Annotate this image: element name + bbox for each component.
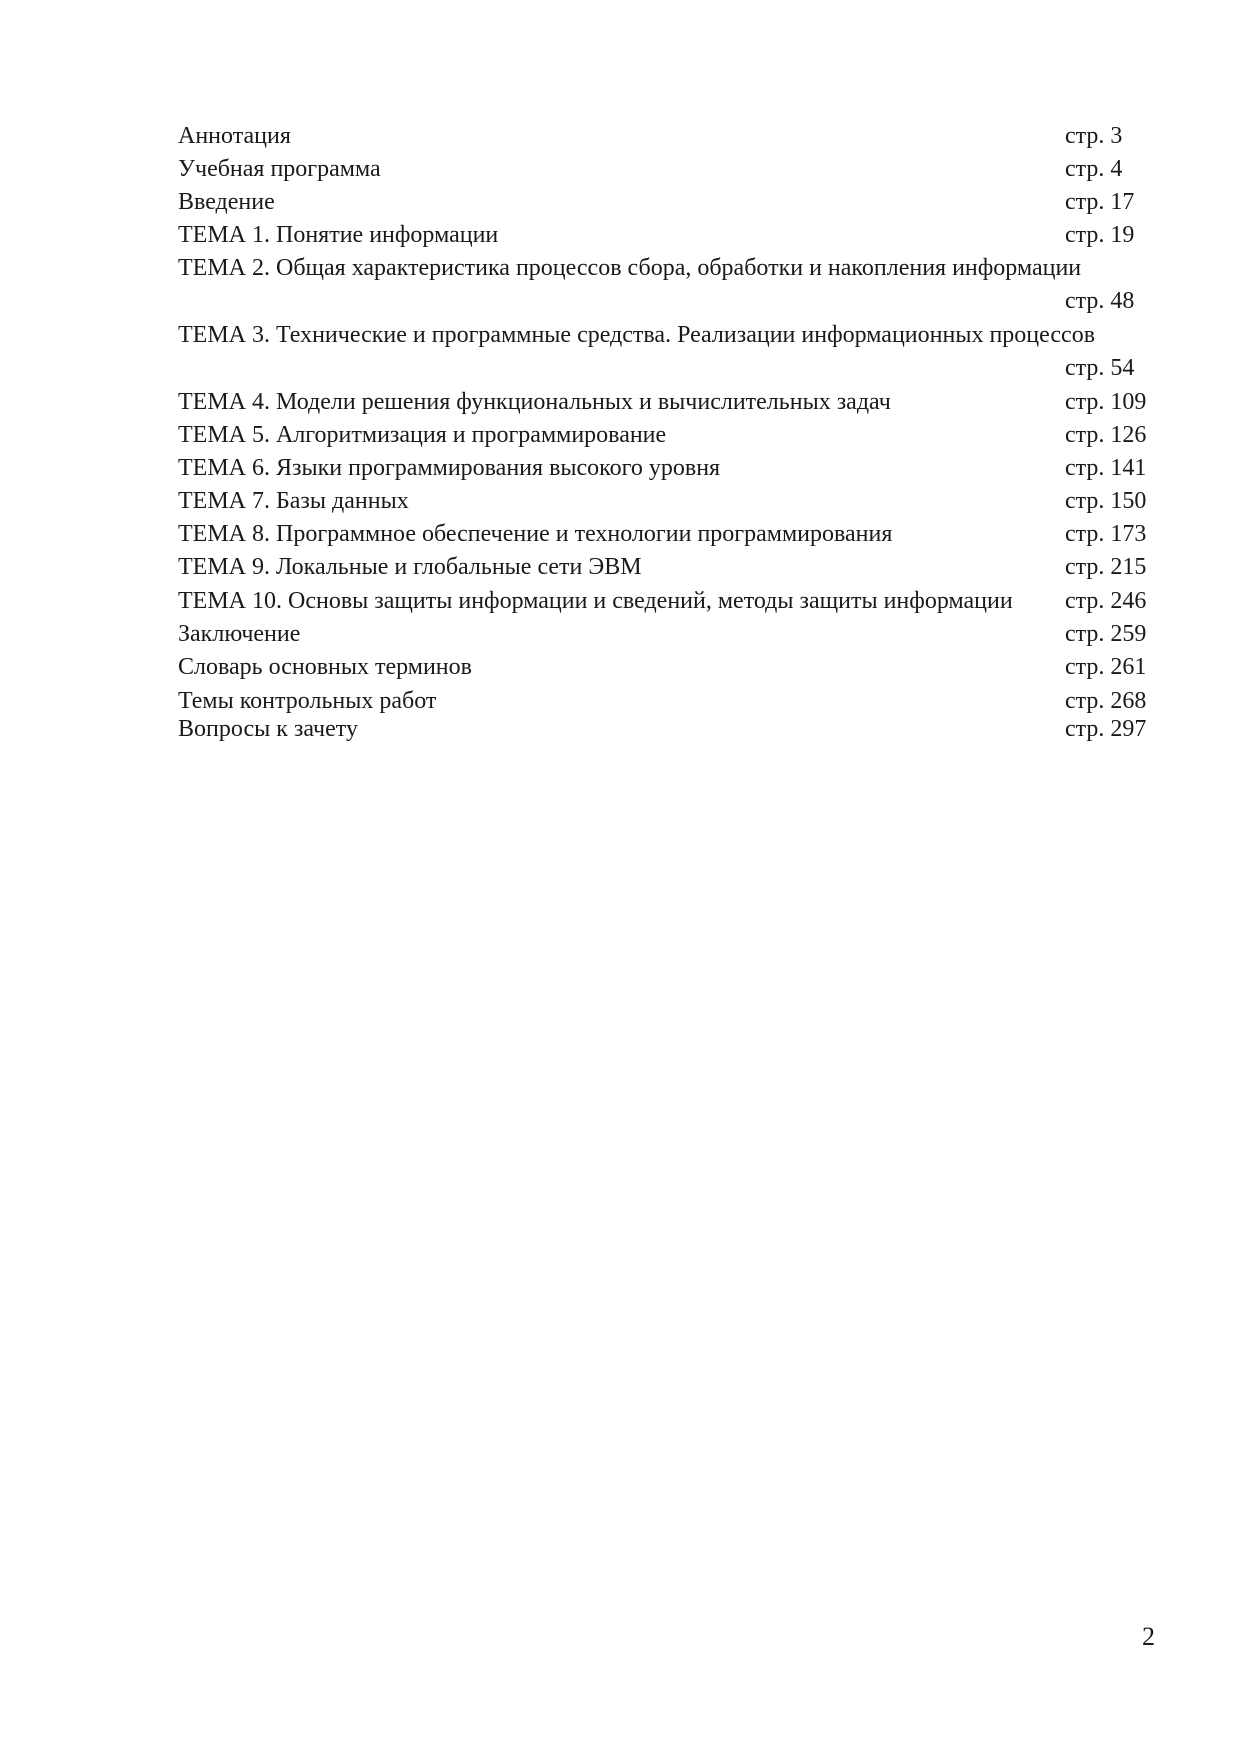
toc-entry-title: ТЕМА 1. Понятие информации [178, 222, 499, 248]
toc-entry-title: Аннотация [178, 123, 291, 149]
page-number: 2 [1142, 1622, 1155, 1651]
toc-entry-title: ТЕМА 8. Программное обеспечение и технологии программирования [178, 521, 893, 547]
toc-entry-page: стр. 54 [1065, 355, 1135, 381]
toc-entry-page: стр. 48 [1065, 288, 1135, 314]
toc-entry-page: стр. 215 [1065, 554, 1147, 580]
toc-entry-title: ТЕМА 7. Базы данных [178, 488, 409, 514]
toc-entry-page: стр. 17 [1065, 189, 1135, 215]
toc-entry-page: стр. 268 [1065, 688, 1147, 714]
toc-entry-page: стр. 173 [1065, 521, 1147, 547]
toc-entry-page: стр. 246 [1065, 588, 1147, 614]
toc-entry-page: стр. 126 [1065, 422, 1147, 448]
toc-entry-title: ТЕМА 5. Алгоритмизация и программирование [178, 422, 667, 448]
toc-entry-title: ТЕМА 9. Локальные и глобальные сети ЭВМ [178, 554, 642, 580]
toc-entry-page: стр. 4 [1065, 156, 1123, 182]
toc-entry-title: ТЕМА 2. Общая характеристика процессов сбора, обработки и накопления информации [178, 255, 1082, 281]
toc-entry-title: Вопросы к зачету [178, 716, 358, 742]
toc-entry-title: Заключение [178, 621, 301, 647]
toc-entry-page: стр. 3 [1065, 123, 1123, 149]
toc-entry-title: ТЕМА 3. Технические и программные средства. Реализации информационных процессов [178, 322, 1096, 348]
toc-entry-page: стр. 19 [1065, 222, 1135, 248]
toc-entry-title: Темы контрольных работ [178, 688, 437, 714]
toc-entry-page: стр. 259 [1065, 621, 1147, 647]
toc-entry-title: Введение [178, 189, 275, 215]
toc-entry-page: стр. 109 [1065, 389, 1147, 415]
toc-entry-title: ТЕМА 6. Языки программирования высокого уровня [178, 455, 721, 481]
toc-entry-title: Словарь основных терминов [178, 654, 472, 680]
toc-entry-title: ТЕМА 10. Основы защиты информации и сведений, методы защиты информации [178, 588, 1013, 614]
toc-entry-title: ТЕМА 4. Модели решения функциональных и вычислительных задач [178, 389, 891, 415]
toc-entry-page: стр. 141 [1065, 455, 1147, 481]
toc-entry-page: стр. 297 [1065, 716, 1147, 742]
toc-entry-page: стр. 150 [1065, 488, 1147, 514]
toc-entry-title: Учебная программа [178, 156, 381, 182]
toc-entry-page: стр. 261 [1065, 654, 1147, 680]
